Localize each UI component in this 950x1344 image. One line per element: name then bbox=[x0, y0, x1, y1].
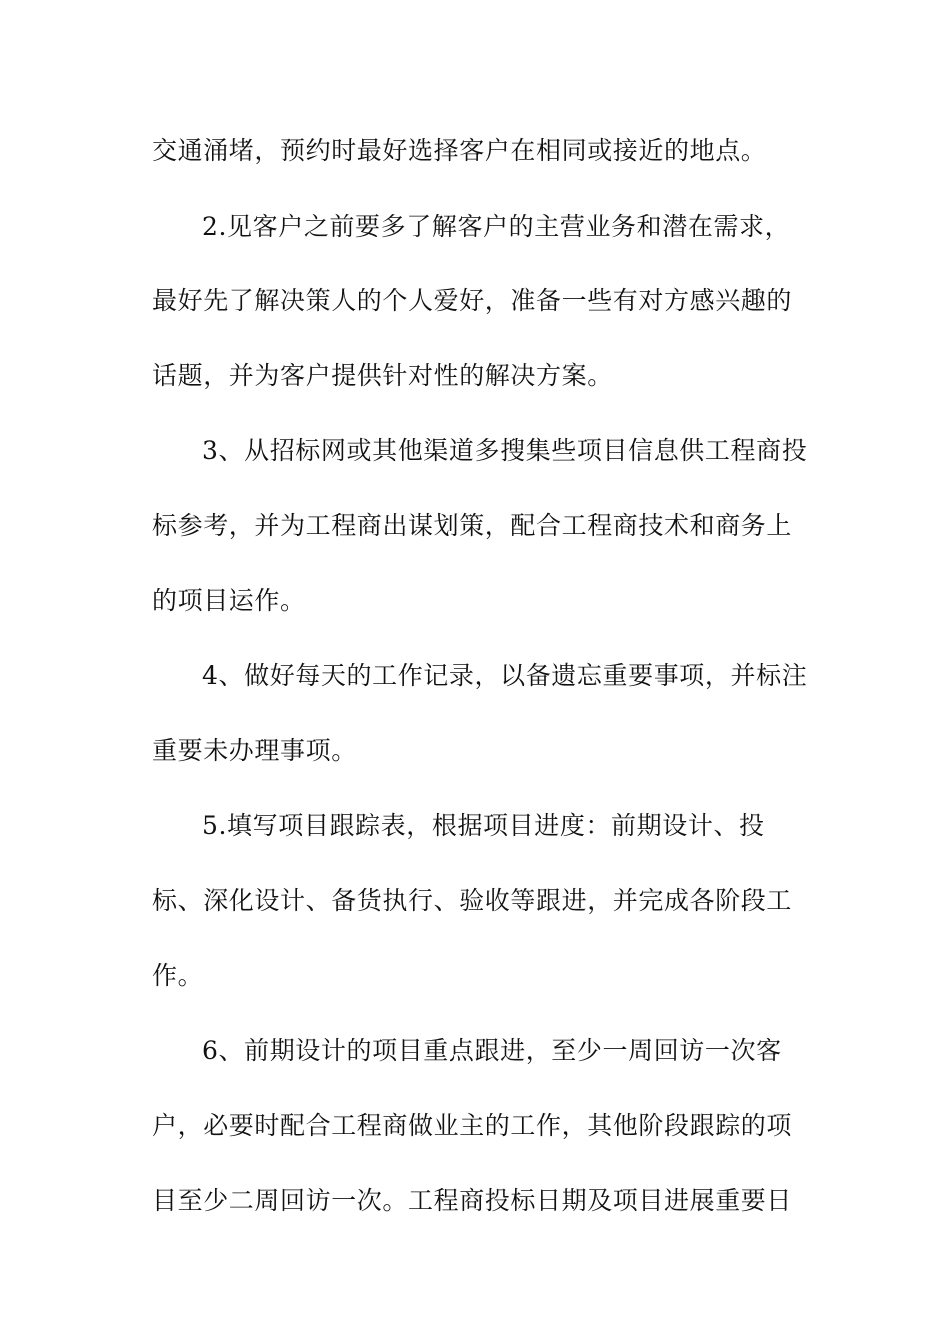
text-line: 作。 bbox=[152, 961, 204, 990]
text-line: 最好先了解决策人的个人爱好，准备一些有对方感兴趣的 bbox=[152, 286, 793, 315]
text-line: 的项目运作。 bbox=[152, 586, 306, 615]
text-line: 标参考，并为工程商出谋划策，配合工程商技术和商务上 bbox=[152, 511, 793, 540]
paragraph-4-line: 4、做好每天的工作记录，以备遗忘重要事项，并标注 bbox=[202, 661, 808, 690]
paragraph-5-line: 5.填写项目跟踪表，根据项目进度：前期设计、投 bbox=[202, 811, 765, 840]
text-line: 目至少二周回访一次。工程商投标日期及项目进展重要日 bbox=[152, 1186, 793, 1215]
text-line: 户，必要时配合工程商做业主的工作，其他阶段跟踪的项 bbox=[152, 1111, 793, 1140]
text-line: 话题，并为客户提供针对性的解决方案。 bbox=[152, 361, 613, 390]
text-line: 交通涌堵，预约时最好选择客户在相同或接近的地点。 bbox=[152, 136, 767, 165]
paragraph-2-line: 2.见客户之前要多了解客户的主营业务和潜在需求， bbox=[202, 212, 791, 241]
text-line: 重要未办理事项。 bbox=[152, 736, 357, 765]
paragraph-6-line: 6、前期设计的项目重点跟进，至少一周回访一次客 bbox=[202, 1036, 782, 1065]
text-line: 标、深化设计、备货执行、验收等跟进，并完成各阶段工 bbox=[152, 886, 793, 915]
paragraph-3-line: 3、从招标网或其他渠道多搜集些项目信息供工程商投 bbox=[202, 436, 808, 465]
